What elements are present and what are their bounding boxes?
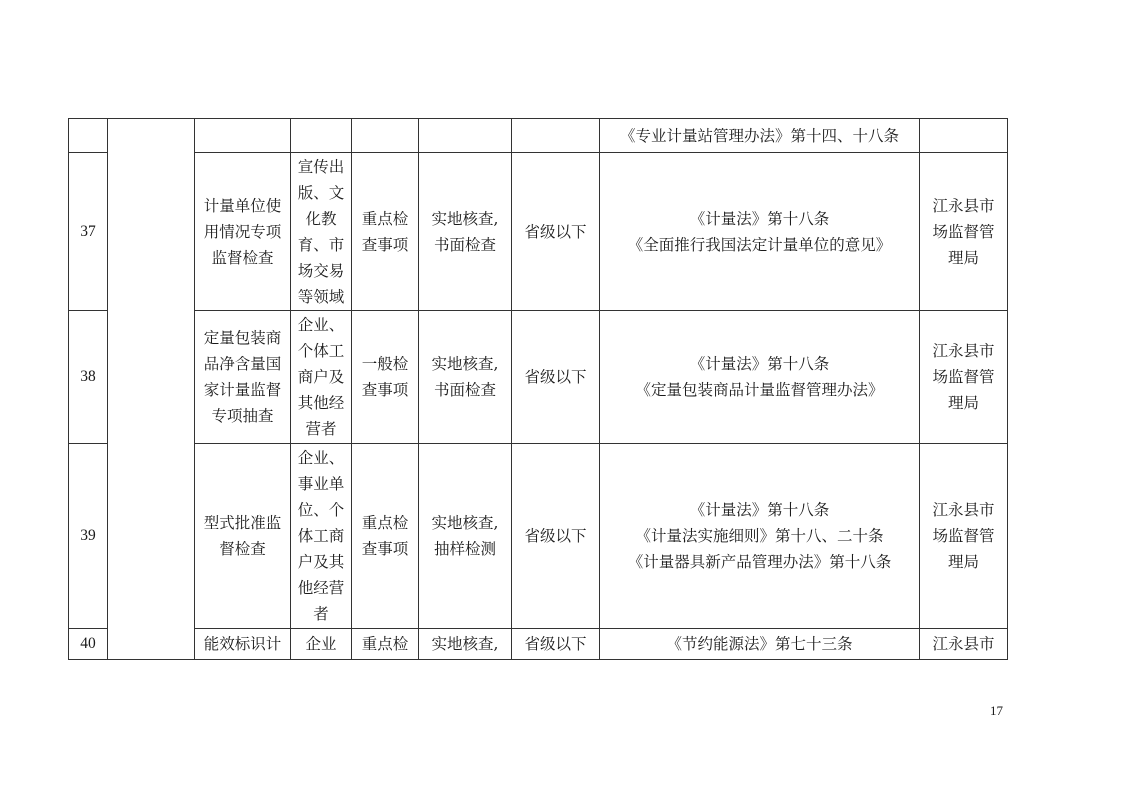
inspection-type: 一般检查事项 xyxy=(352,311,419,444)
inspection-level: 省级以下 xyxy=(512,629,600,660)
inspection-method: 实地核查,书面检查 xyxy=(419,311,512,444)
inspection-object: 企业、事业单位、个体工商户及其他经营者 xyxy=(291,444,352,629)
inspection-type xyxy=(352,119,419,153)
inspection-item: 定量包装商品净含量国家计量监督专项抽查 xyxy=(195,311,291,444)
inspection-method: 实地核查,书面检查 xyxy=(419,153,512,311)
inspection-object: 企业 xyxy=(291,629,352,660)
legal-basis-line: 《专业计量站管理办法》第十四、十八条 xyxy=(619,126,899,145)
responsible-department xyxy=(920,119,1008,153)
inspection-level: 省级以下 xyxy=(512,311,600,444)
inspection-method xyxy=(419,119,512,153)
row-number: 37 xyxy=(69,153,108,311)
responsible-department: 江永县市场监督管理局 xyxy=(920,311,1008,444)
legal-basis xyxy=(600,629,920,660)
inspection-table xyxy=(68,118,1008,660)
inspection-level: 省级以下 xyxy=(512,153,600,311)
legal-basis xyxy=(600,444,920,629)
inspection-object: 企业、个体工商户及其他经营者 xyxy=(291,311,352,444)
legal-basis-line: 《节约能源法》第七十三条 xyxy=(666,635,853,653)
inspection-method: 实地核查, xyxy=(419,629,512,660)
table-row xyxy=(69,311,1008,444)
inspection-level: 省级以下 xyxy=(512,444,600,629)
legal-basis-line: 《计量器具新产品管理办法》第十八条 xyxy=(627,553,892,571)
legal-basis-line: 《全面推行我国法定计量单位的意见》 xyxy=(627,235,892,254)
row-number: 39 xyxy=(69,444,108,629)
table-row xyxy=(69,119,1008,153)
row-number: 38 xyxy=(69,311,108,444)
legal-basis-line: 《计量法》第十八条 xyxy=(689,355,830,373)
page-number: 17 xyxy=(990,703,1003,718)
table-row xyxy=(69,153,1008,311)
responsible-department: 江永县市场监督管理局 xyxy=(920,153,1008,311)
inspection-type: 重点检查事项 xyxy=(352,444,419,629)
inspection-item: 能效标识计 xyxy=(195,629,291,660)
inspection-object: 宣传出版、文化教育、市场交易等领域 xyxy=(291,153,352,311)
table-row xyxy=(69,629,1008,660)
inspection-type: 重点检 xyxy=(352,629,419,660)
legal-basis xyxy=(600,153,920,311)
inspection-type: 重点检查事项 xyxy=(352,153,419,311)
inspection-object xyxy=(291,119,352,153)
legal-basis xyxy=(600,119,920,153)
inspection-item xyxy=(195,119,291,153)
legal-basis-line: 《计量法》第十八条 xyxy=(689,209,830,228)
row-number: 40 xyxy=(69,629,108,660)
inspection-level xyxy=(512,119,600,153)
responsible-department: 江永县市场监督管理局 xyxy=(920,444,1008,629)
legal-basis xyxy=(600,311,920,444)
category-cell xyxy=(108,119,195,660)
inspection-method: 实地核查,抽样检测 xyxy=(419,444,512,629)
responsible-department: 江永县市 xyxy=(920,629,1008,660)
inspection-item: 型式批准监督检查 xyxy=(195,444,291,629)
legal-basis-line: 《计量法实施细则》第十八、二十条 xyxy=(635,527,884,545)
row-number xyxy=(69,119,108,153)
table-row xyxy=(69,444,1008,629)
legal-basis-line: 《计量法》第十八条 xyxy=(689,501,830,519)
inspection-item: 计量单位使用情况专项监督检查 xyxy=(195,153,291,311)
legal-basis-line: 《定量包装商品计量监督管理办法》 xyxy=(635,381,884,399)
